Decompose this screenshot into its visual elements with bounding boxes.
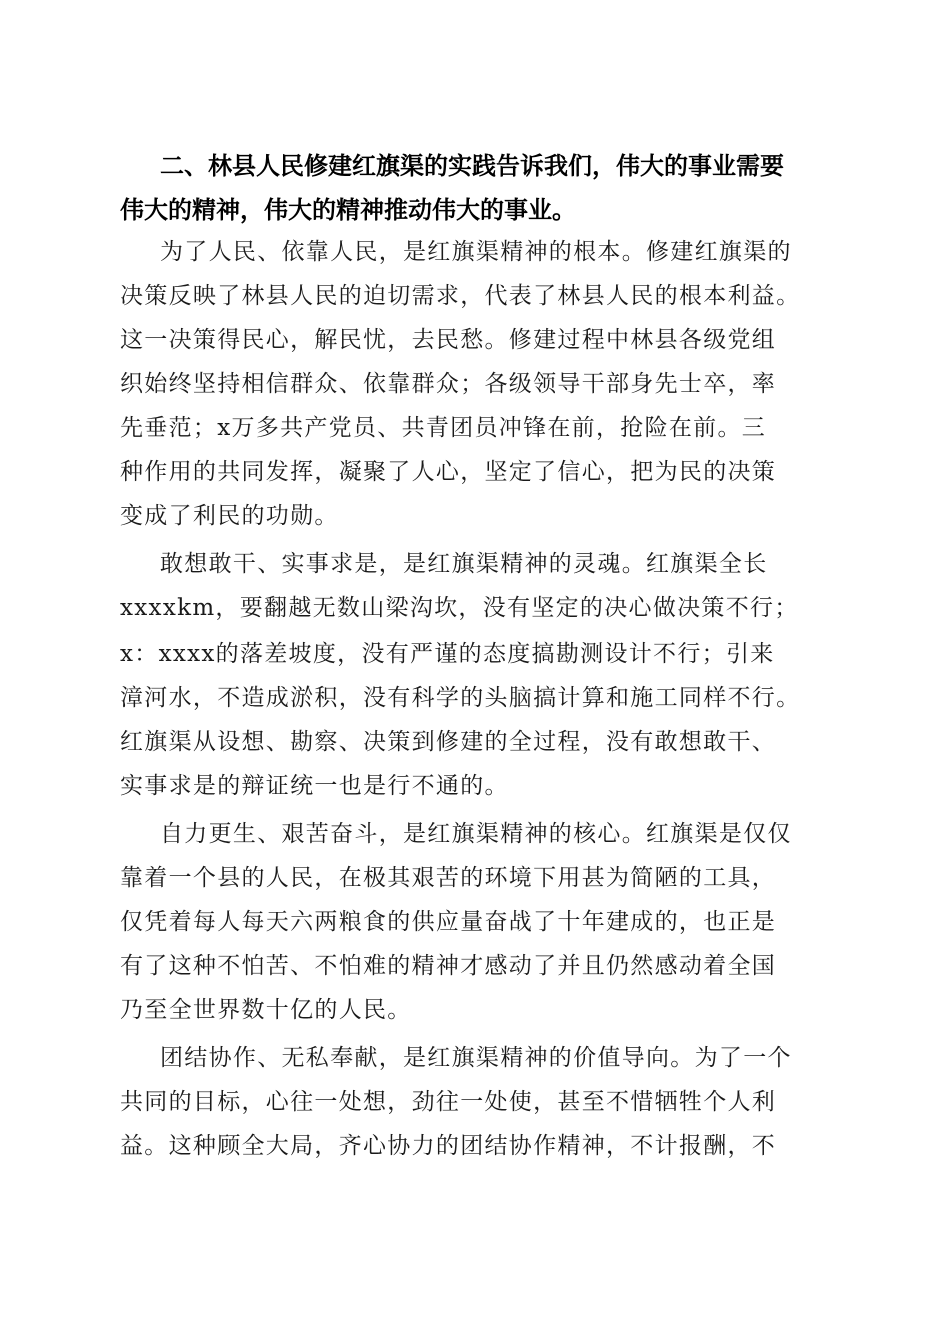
paragraph-2-line-4: 漳河水，不造成淤积，没有科学的头脑搞计算和施工同样不行。 xyxy=(120,685,801,711)
paragraph-2-line-2: xxxxkm，要翻越无数山梁沟坎，没有坚定的决心做决策不行； xyxy=(120,595,799,621)
paragraph-1-line-5: 先垂范；x万多共产党员、共青团员冲锋在前，抢险在前。三 xyxy=(120,415,767,441)
paragraph-1-line-6: 种作用的共同发挥，凝聚了人心，坚定了信心，把为民的决策 xyxy=(120,459,777,485)
paragraph-4-line-1: 团结协作、无私奉献，是红旗渠精神的价值导向。为了一个 xyxy=(160,1045,792,1071)
paragraph-2-line-3: x：xxxx的落差坡度，没有严谨的态度搞勘测设计不行；引来 xyxy=(120,641,775,667)
paragraph-2-line-6: 实事求是的辩证统一也是行不通的。 xyxy=(120,773,509,799)
paragraph-4-line-2: 共同的目标，心往一处想，劲往一处使，甚至不惜牺牲个人利 xyxy=(120,1089,777,1115)
paragraph-1-line-3: 这一决策得民心，解民忧，去民愁。修建过程中林县各级党组 xyxy=(120,327,777,353)
paragraph-2-line-1: 敢想敢干、实事求是，是红旗渠精神的灵魂。红旗渠全长 xyxy=(160,551,768,577)
paragraph-1-line-1: 为了人民、依靠人民，是红旗渠精神的根本。修建红旗渠的 xyxy=(160,239,792,265)
paragraph-3-line-4: 有了这种不怕苦、不怕难的精神才感动了并且仍然感动着全国 xyxy=(120,953,777,979)
paragraph-1-line-7: 变成了利民的功勋。 xyxy=(120,503,339,529)
paragraph-3-line-2: 靠着一个县的人民，在极其艰苦的环境下用甚为简陋的工具， xyxy=(120,865,777,891)
paragraph-1-line-2: 决策反映了林县人民的迫切需求，代表了林县人民的根本利益。 xyxy=(120,283,801,309)
paragraph-1-line-4: 织始终坚持相信群众、依靠群众；各级领导干部身先士卒，率 xyxy=(120,371,777,397)
section-heading-line-1: 二、林县人民修建红旗渠的实践告诉我们，伟大的事业需要 xyxy=(160,152,784,180)
paragraph-3-line-3: 仅凭着每人每天六两粮食的供应量奋战了十年建成的，也正是 xyxy=(120,909,777,935)
paragraph-2-line-5: 红旗渠从设想、勘察、决策到修建的全过程，没有敢想敢干、 xyxy=(120,729,777,755)
paragraph-3-line-1: 自力更生、艰苦奋斗，是红旗渠精神的核心。红旗渠是仅仅 xyxy=(160,821,792,847)
paragraph-3-line-5: 乃至全世界数十亿的人民。 xyxy=(120,997,412,1023)
paragraph-4-line-3: 益。这种顾全大局，齐心协力的团结协作精神，不计报酬，不 xyxy=(120,1133,777,1159)
section-heading-line-2: 伟大的精神，伟大的精神推动伟大的事业。 xyxy=(120,196,576,224)
